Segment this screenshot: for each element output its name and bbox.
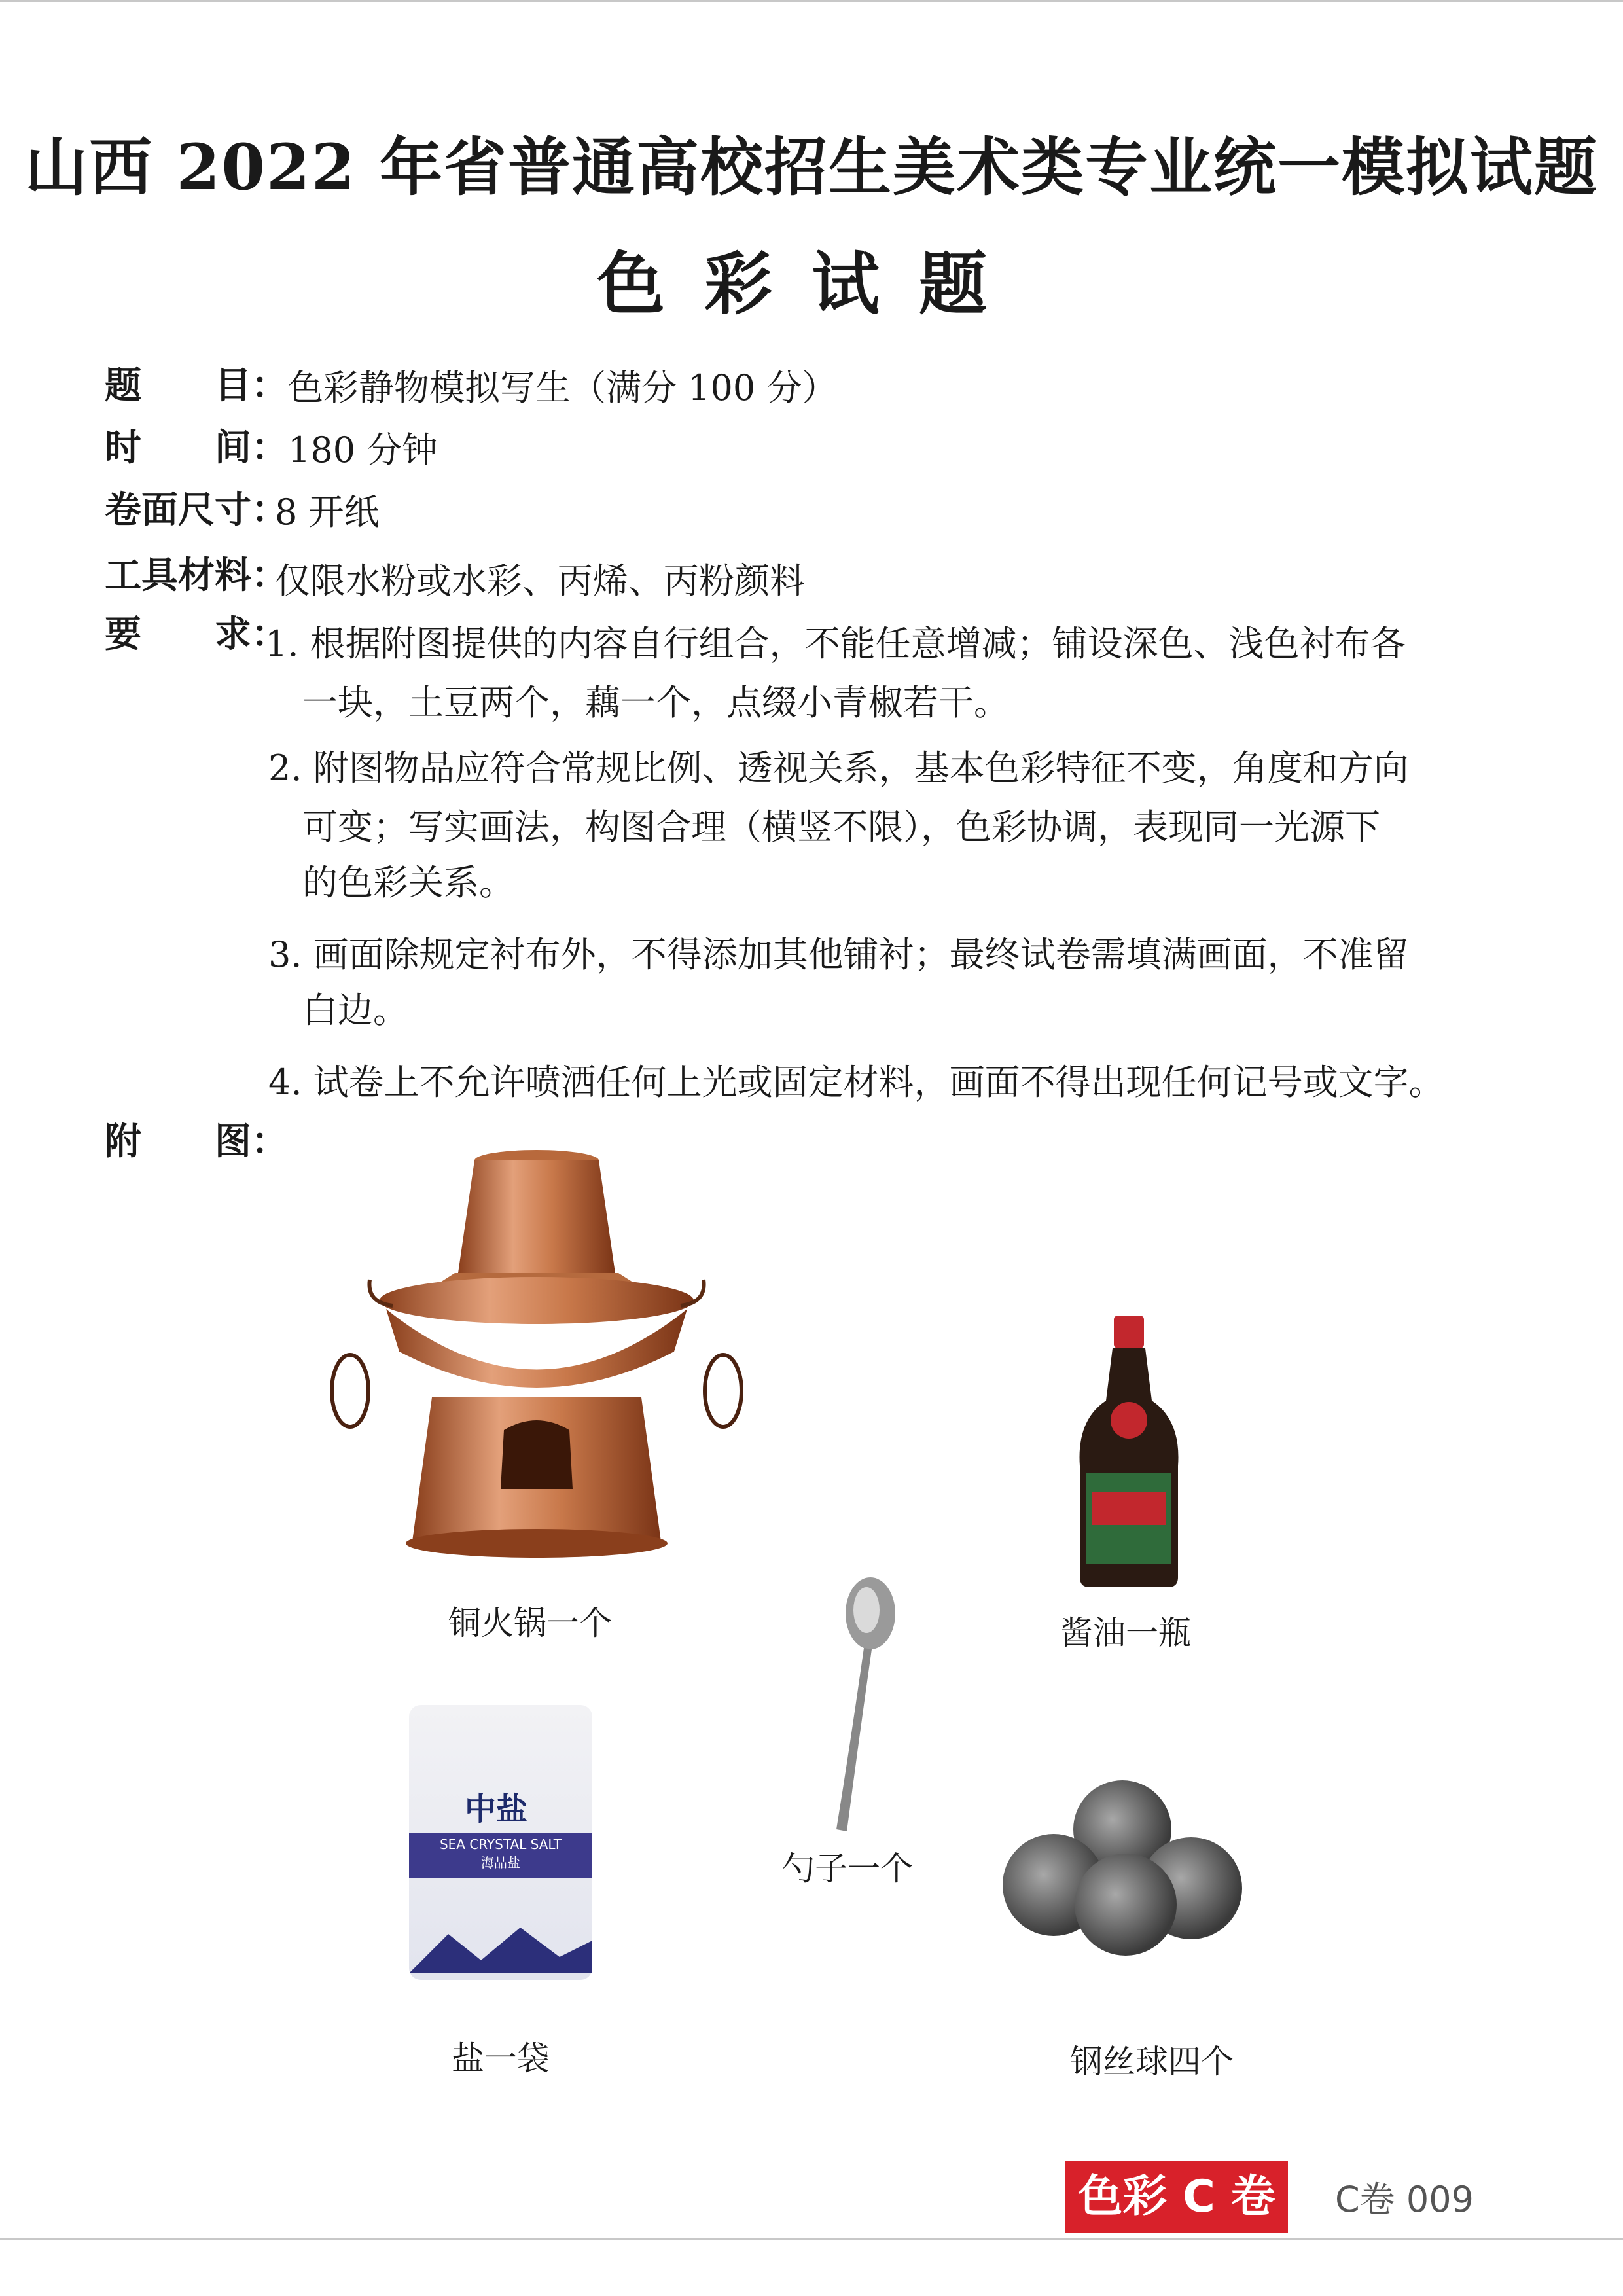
requirements-label: 要 求：	[105, 613, 288, 656]
exam-subtitle: 色彩试题	[596, 243, 1026, 324]
tools-label: 工具材料：	[105, 554, 288, 597]
time-value: 180 分钟	[288, 429, 438, 471]
requirement-3a: 3. 画面除规定衬布外，不得添加其他铺衬；最终试卷需填满画面，不准留	[268, 934, 1409, 975]
topic-value: 色彩静物模拟写生（满分 100 分）	[288, 367, 838, 408]
steel-wool-balls-image	[998, 1780, 1247, 1957]
requirement-2b: 可变；写实画法，构图合理（横竖不限），色彩协调，表现同一光源下	[302, 806, 1380, 848]
caption-spoon: 勺子一个	[782, 1850, 913, 1888]
salt-label-band	[409, 1833, 592, 1878]
caption-soy-sauce: 酱油一瓶	[1060, 1614, 1191, 1652]
size-value: 8 开纸	[275, 492, 380, 533]
salt-bag-image	[409, 1705, 592, 1980]
requirement-2c: 的色彩关系。	[302, 862, 514, 903]
salt-english-text: SEA CRYSTAL SALT	[439, 1837, 562, 1852]
tools-value: 仅限水粉或水彩、丙烯、丙粉颜料	[275, 560, 805, 601]
salt-cn-text: 海晶盐	[481, 1855, 520, 1871]
caption-hotpot: 铜火锅一个	[448, 1604, 612, 1642]
exam-title: 山西 2022 年省普通高校招生美术类专业统一模拟试题	[24, 130, 1599, 204]
requirement-1a: 1. 根据附图提供的内容自行组合，不能任意增减；铺设深色、浅色衬布各	[265, 623, 1406, 664]
copper-hotpot-image	[308, 1149, 766, 1568]
spoon-image	[818, 1577, 910, 1839]
requirement-1b: 一块，土豆两个，藕一个，点缀小青椒若干。	[302, 682, 1009, 723]
salt-brand-text: 中盐	[465, 1791, 528, 1827]
caption-steel-wool: 钢丝球四个	[1070, 2043, 1234, 2081]
requirement-2a: 2. 附图物品应符合常规比例、透视关系，基本色彩特征不变，角度和方向	[268, 747, 1409, 789]
requirement-3b: 白边。	[302, 990, 408, 1031]
mountain-graphic	[409, 1921, 592, 1973]
time-label: 时 间：	[105, 427, 288, 469]
soy-sauce-bottle-image	[1073, 1316, 1185, 1590]
topic-label: 题 目：	[105, 365, 288, 407]
attachment-label: 附 图：	[105, 1121, 288, 1163]
bottom-edge-line	[0, 2238, 1623, 2240]
page-code: C卷 009	[1335, 2179, 1474, 2220]
requirement-4: 4. 试卷上不允许喷洒任何上光或固定材料，画面不得出现任何记号或文字。	[268, 1062, 1444, 1103]
exam-version-badge: 色彩 C 卷	[1065, 2161, 1288, 2233]
caption-salt: 盐一袋	[452, 2039, 550, 2077]
size-label: 卷面尺寸：	[105, 489, 288, 531]
